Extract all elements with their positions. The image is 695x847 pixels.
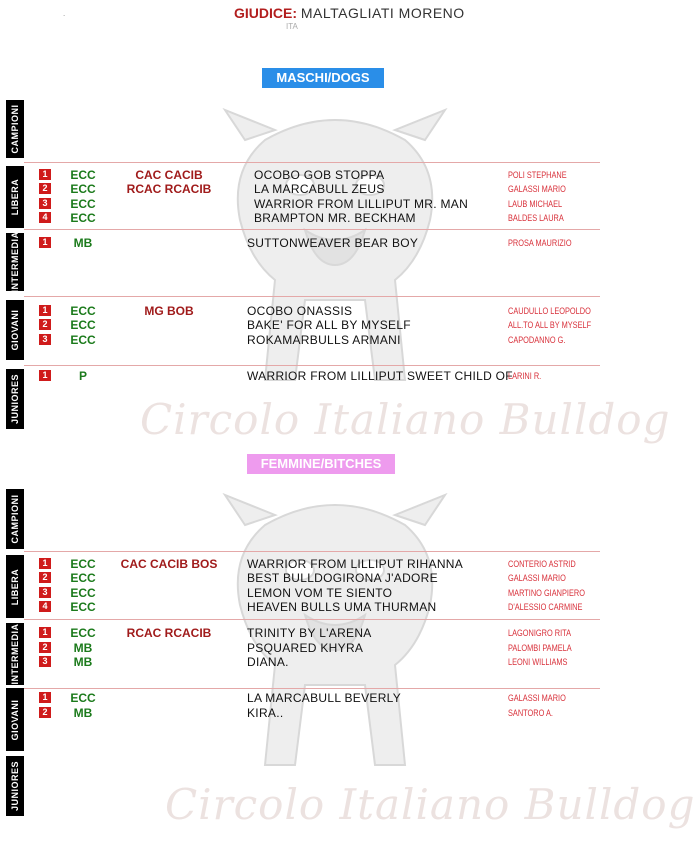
dog-name: BRAMPTON MR. BECKHAM	[254, 211, 416, 225]
class-label: INTERMEDIA	[6, 233, 24, 291]
class-label: LIBERA	[6, 166, 24, 228]
placement-badge: 1	[39, 237, 51, 248]
placement-badge: 1	[39, 558, 51, 569]
grade: ECC	[70, 197, 96, 211]
divider	[24, 296, 600, 297]
entry-row	[39, 333, 599, 347]
class-label: LIBERA	[6, 555, 24, 618]
dogs-section-title: MASCHI/DOGS	[262, 68, 384, 88]
owner-name: PALOMBI PAMELA	[508, 643, 572, 653]
watermark-text: Circolo Italiano Bulldog	[140, 395, 671, 444]
entry-row	[39, 571, 599, 585]
placement-badge: 4	[39, 212, 51, 223]
placement-badge: 1	[39, 305, 51, 316]
dog-name: SUTTONWEAVER BEAR BOY	[247, 236, 419, 250]
owner-name: PROSA MAURIZIO	[508, 238, 572, 248]
grade: ECC	[70, 318, 96, 332]
owner-name: CAUDULLO LEOPOLDO	[508, 306, 591, 316]
grade: P	[78, 369, 87, 383]
divider	[24, 619, 600, 620]
grade: MB	[73, 706, 93, 720]
grade: ECC	[70, 557, 96, 571]
grade: ECC	[70, 626, 96, 640]
placement-badge: 1	[39, 370, 51, 381]
owner-name: ALL.TO ALL BY MYSELF	[508, 320, 592, 330]
placement-badge: 2	[39, 319, 51, 330]
award-title: CAC CACIB BOS	[120, 557, 218, 571]
award-title: RCAC RCACIB	[126, 182, 212, 196]
class-label: CAMPIONI	[6, 100, 24, 158]
entry-row	[39, 369, 599, 383]
owner-name: LARINI R.	[508, 371, 542, 381]
judge-name: MALTAGLIATI MORENO	[300, 5, 465, 21]
bitches-intermedia-class	[6, 623, 600, 685]
class-label: GIOVANI	[6, 688, 24, 751]
divider	[24, 365, 600, 366]
dog-name: LA MARCABULL ZEUS	[254, 182, 385, 196]
owner-name: D'ALESSIO CARMINE	[508, 602, 583, 612]
placement-badge: 3	[39, 656, 51, 667]
entry-row	[39, 318, 599, 332]
bitches-giovani-class	[6, 688, 600, 751]
grade: ECC	[70, 211, 96, 225]
class-label: GIOVANI	[6, 300, 24, 360]
owner-name: GALASSI MARIO	[508, 573, 566, 583]
grade: ECC	[70, 571, 96, 585]
entry-row	[39, 211, 599, 225]
owner-name: SANTORO A.	[508, 708, 553, 718]
dog-name: BEST BULLDOGIRONA J'ADORE	[247, 571, 438, 585]
entry-row	[39, 641, 599, 655]
grade: MB	[73, 641, 93, 655]
grade: ECC	[70, 182, 96, 196]
judge-heading	[234, 5, 465, 21]
watermark-text: Circolo Italiano Bulldog	[165, 780, 695, 829]
grade: ECC	[70, 333, 96, 347]
grade: ECC	[70, 691, 96, 705]
owner-name: LAUB MICHAEL	[508, 199, 563, 209]
placement-badge: 3	[39, 334, 51, 345]
placement-badge: 3	[39, 198, 51, 209]
grade: MB	[73, 655, 93, 669]
dog-name: OCOBO GOB STOPPA	[254, 168, 385, 182]
dog-name: BAKE' FOR ALL BY MYSELF	[247, 318, 411, 332]
owner-name: BALDES LAURA	[508, 213, 564, 223]
placement-badge: 2	[39, 183, 51, 194]
placement-badge: 1	[39, 169, 51, 180]
dog-name: PSQUARED KHYRA	[247, 641, 364, 655]
placement-badge: 2	[39, 707, 51, 718]
owner-name: LAGONIGRO RITA	[508, 628, 572, 638]
placement-badge: 1	[39, 627, 51, 638]
entry-row	[39, 236, 599, 250]
dog-name: TRINITY BY L'ARENA	[247, 626, 372, 640]
judge-country: ITA	[286, 22, 298, 31]
award-title: RCAC RCACIB	[126, 626, 212, 640]
grade: ECC	[70, 586, 96, 600]
entry-row	[39, 168, 599, 182]
class-label: JUNIORES	[6, 756, 24, 816]
grade: ECC	[70, 304, 96, 318]
entry-row	[39, 691, 599, 705]
divider	[24, 551, 600, 552]
dog-name: DIANA.	[247, 655, 289, 669]
entry-row	[39, 655, 599, 669]
owner-name: GALASSI MARIO	[508, 184, 566, 194]
dogs-giovani-class	[6, 300, 600, 360]
bitches-campioni-class	[6, 489, 600, 549]
dog-name: LA MARCABULL BEVERLY	[247, 691, 402, 705]
entry-row	[39, 557, 599, 571]
owner-name: MARTINO GIANPIERO	[508, 588, 585, 598]
dog-name: LEMON VOM TE SIENTO	[247, 586, 393, 600]
bitches-libera-class	[6, 555, 600, 618]
bitches-section-title: FEMMINE/BITCHES	[247, 454, 395, 474]
placement-badge: 2	[39, 572, 51, 583]
judge-label: GIUDICE:	[234, 5, 297, 21]
divider	[24, 162, 600, 163]
entry-row	[39, 304, 599, 318]
dogs-campioni-class	[6, 100, 600, 158]
entry-row	[39, 626, 599, 640]
award-title: CAC CACIB	[135, 168, 203, 182]
owner-name: POLI STEPHANE	[508, 170, 567, 180]
owner-name: LEONI WILLIAMS	[508, 657, 568, 667]
owner-name: CAPODANNO G.	[508, 335, 566, 345]
dog-name: WARRIOR FROM LILLIPUT RIHANNA	[247, 557, 464, 571]
grade: MB	[73, 236, 93, 250]
dog-name: WARRIOR FROM LILLIPUT MR. MAN	[254, 197, 469, 211]
entry-row	[39, 182, 599, 196]
placement-badge: 4	[39, 601, 51, 612]
class-label: JUNIORES	[6, 369, 24, 429]
grade: ECC	[70, 168, 96, 182]
dog-name: HEAVEN BULLS UMA THURMAN	[247, 600, 437, 614]
entry-row	[39, 197, 599, 211]
placement-badge: 3	[39, 587, 51, 598]
bitches-juniores-class	[6, 756, 600, 816]
dogs-libera-class	[6, 166, 600, 228]
entry-row	[39, 586, 599, 600]
owner-name: GALASSI MARIO	[508, 693, 566, 703]
divider	[24, 229, 600, 230]
dogs-intermedia-class	[6, 233, 600, 291]
entry-row	[39, 706, 599, 720]
dog-name: ROKAMARBULLS ARMANI	[247, 333, 401, 347]
dog-name: OCOBO ONASSIS	[247, 304, 353, 318]
dogs-juniores-class	[6, 369, 600, 429]
class-label: INTERMEDIA	[6, 623, 24, 685]
placement-badge: 2	[39, 642, 51, 653]
grade: ECC	[70, 600, 96, 614]
entry-row	[39, 600, 599, 614]
dog-name: WARRIOR FROM LILLIPUT SWEET CHILD OF	[247, 369, 513, 383]
dog-name: KIRA..	[247, 706, 284, 720]
corner-mark: .	[63, 9, 66, 18]
award-title: MG BOB	[144, 304, 194, 318]
owner-name: CONTERIO ASTRID	[508, 559, 576, 569]
placement-badge: 1	[39, 692, 51, 703]
class-label: CAMPIONI	[6, 489, 24, 549]
